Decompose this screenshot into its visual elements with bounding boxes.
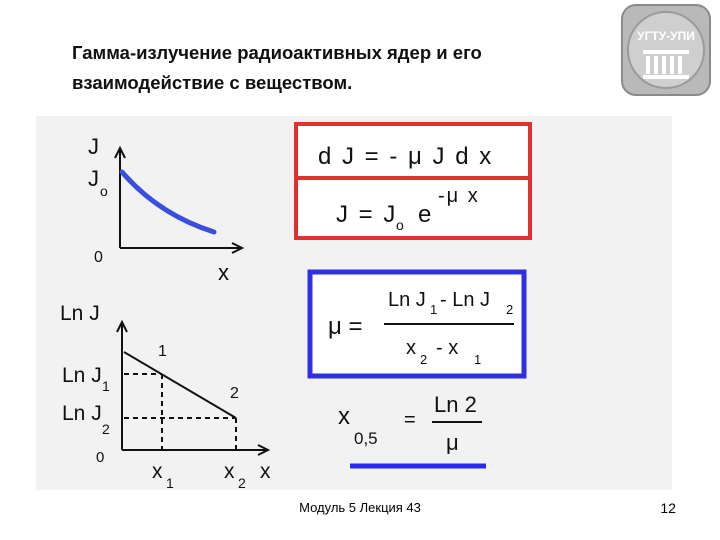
log-tick2-sub: 2	[102, 421, 110, 437]
figure-canvas	[36, 116, 672, 490]
decay-graph	[88, 134, 242, 285]
formula-den-a-sub: 2	[420, 352, 428, 367]
formula-den-a: x	[406, 337, 416, 359]
physics-figure	[36, 116, 672, 490]
log-x-axis-label: x	[260, 460, 271, 483]
slide-title	[72, 38, 632, 98]
blue-formula-box	[310, 272, 524, 376]
formula-num-a-sub: 1	[430, 302, 438, 317]
decay-origin: 0	[94, 249, 103, 266]
formula4-x: x	[338, 403, 350, 430]
log-tick1-label: Ln J	[62, 364, 102, 387]
log-tick1-sub: 1	[102, 378, 110, 394]
slide-title-line2: взаимодействие с веществом.	[72, 72, 353, 93]
formula-num-a: Ln J	[388, 289, 426, 311]
formula-den-b-sub: 1	[474, 352, 482, 367]
footer-module-label: Модуль 5 Лекция 43	[299, 500, 421, 515]
formula4-sub: 0,5	[354, 429, 378, 448]
decay-curve	[122, 172, 214, 232]
formula-exponential-main: J = J	[336, 201, 398, 228]
log-point1-label: 1	[158, 343, 167, 360]
logo-text: УГТУ-УПИ	[637, 29, 695, 43]
formula-exponential-sub: o	[396, 217, 404, 233]
formula4-equals: =	[404, 409, 416, 431]
page-number: 12	[660, 500, 676, 516]
formula-den-mid: - x	[436, 337, 459, 359]
log-x2-label: x	[224, 460, 235, 483]
university-logo	[621, 4, 711, 96]
slide-title-line1: Гамма-излучение радиоактивных ядер и его	[72, 42, 482, 63]
formula-exponential-exp: -μ x	[438, 185, 480, 207]
decay-y-label-top: J	[88, 134, 99, 159]
log-y-label: Ln J	[60, 302, 100, 325]
formula-exponential-e: e	[418, 201, 432, 228]
formula-num-b-sub: 2	[506, 302, 514, 317]
log-origin: 0	[96, 449, 105, 466]
formula-differential: d J = - μ J d x	[318, 143, 494, 170]
formula-num-mid: - Ln J	[440, 289, 491, 311]
slide-footer	[0, 498, 720, 522]
decay-x-label: x	[218, 260, 229, 285]
log-line	[124, 352, 236, 418]
log-point2-label: 2	[230, 385, 239, 402]
log-graph	[60, 302, 271, 490]
log-tick2-label: Ln J	[62, 402, 102, 425]
formula4-denominator: μ	[446, 430, 459, 455]
formula-mu-lhs: μ =	[328, 313, 363, 340]
log-x1-label: x	[152, 460, 163, 483]
log-x1-sub: 1	[166, 475, 174, 490]
decay-y-label-sub: o	[100, 183, 108, 199]
decay-y-label-bottom: J	[88, 166, 99, 191]
log-x2-sub: 2	[238, 475, 246, 490]
red-formula-box	[296, 124, 530, 238]
half-thickness-formula	[338, 392, 486, 466]
formula4-numerator: Ln 2	[434, 392, 477, 417]
